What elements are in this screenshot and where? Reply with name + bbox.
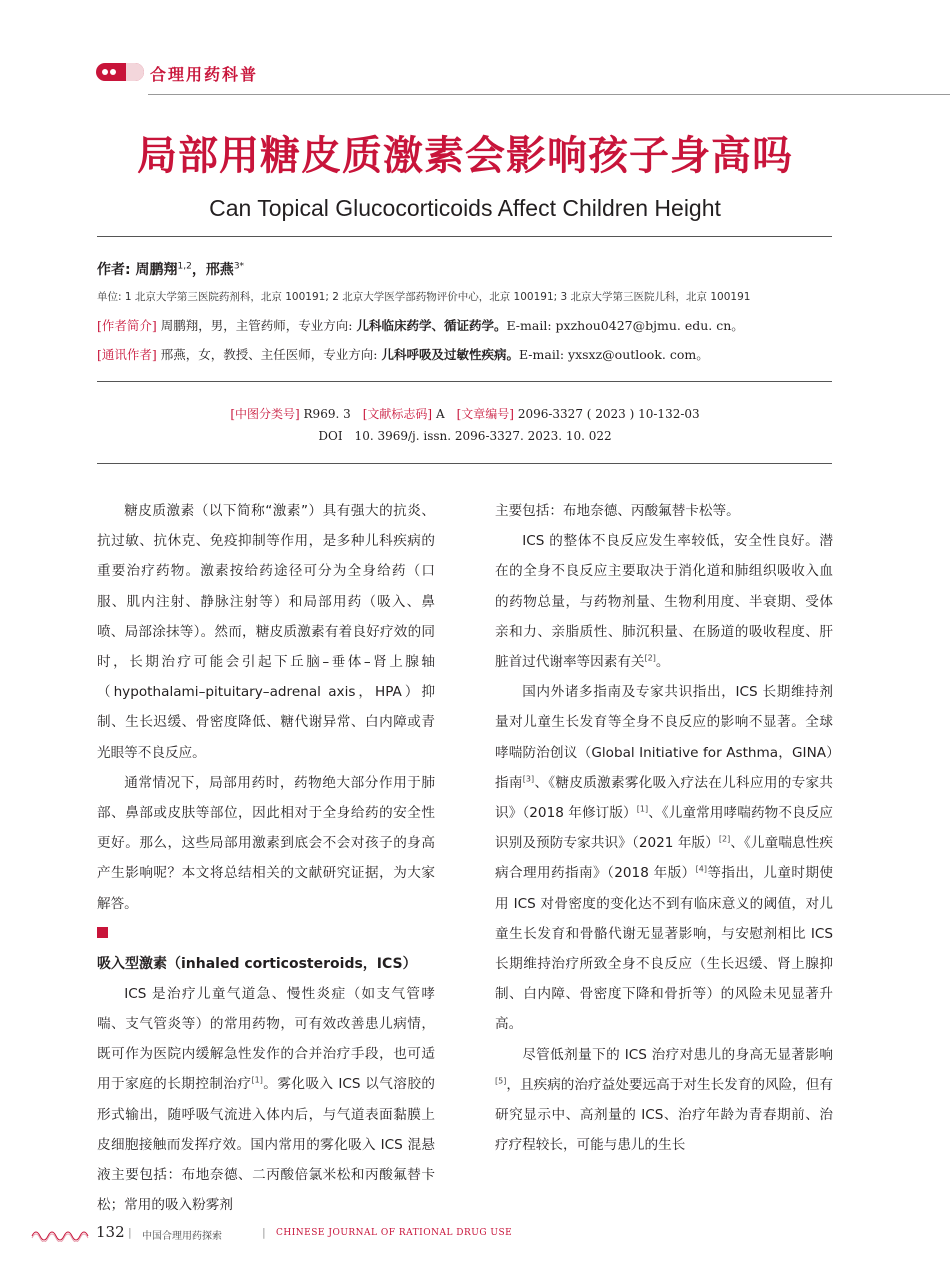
author-bio — [97, 316, 744, 334]
bio-text: 周鹏翔，男，主管药师，专业方向: — [156, 318, 357, 333]
author-1: 周鹏翔 — [135, 262, 178, 278]
footer-separator: | — [262, 1226, 266, 1239]
class-value: R969. 3 — [299, 407, 351, 421]
author-2-affil: 3* — [233, 261, 245, 272]
text-run: 、《儿童喘息性疾病合理用药指南》（2018 年版） — [495, 835, 833, 882]
citation-ref[interactable]: [3] — [522, 774, 535, 784]
text-run: 。雾化吸入 ICS 以气溶胶的形式输出，随呼吸气流进入体内后，与气道表面黏膜上皮细胞接触而发挥疗效。国内常用的雾化吸入 ICS 混悬液主要包括：布地奈德、二丙酸倍氯米松和丙酸氟替卡松；常用的吸入粉雾剂 — [97, 1076, 435, 1214]
citation-ref[interactable]: [2] — [718, 834, 731, 844]
author-line — [97, 259, 244, 279]
author-1-affil: 1,2 — [177, 261, 192, 272]
classification-line — [0, 405, 930, 422]
journal-name-en: CHINESE JOURNAL OF RATIONAL DRUG USE — [276, 1228, 513, 1238]
title-divider — [97, 236, 832, 237]
bio-field: 儿科临床药学、循证药学。 — [356, 318, 507, 333]
corresponding-author — [97, 345, 709, 363]
article-title: 局部用糖皮质激素会影响孩子身高吗 — [137, 132, 793, 179]
bio-email: E-mail: pxzhou0427@bjmu. edu. cn。 — [506, 318, 744, 333]
corr-email: E-mail: yxsxz@outlook. com。 — [518, 347, 709, 362]
text-run: ，且疾病的治疗益处要远高于对生长发育的风险，但有研究显示中、高剂量的 ICS、治疗年龄为青春期前、治疗疗程较长，可能与患儿的生长 — [495, 1076, 833, 1154]
paragraph — [495, 1040, 833, 1161]
text-run: 、《糖皮质激素雾化吸入疗法在儿科应用的专家共识》（2018 年修订版） — [495, 774, 834, 822]
text-run: ICS 的整体不良反应发生率较低，安全性良好。潜在的全身不良反应主要取决于消化道和肺组织吸收入血的药物总量，与药物剂量、生物利用度、半衰期、受体亲和力、亲脂质性、肺沉积量、在肠道的吸收程度、肝脏首过代谢率等因素有关 — [495, 533, 833, 671]
meta-divider-bottom — [97, 463, 832, 464]
text-run: 尽管低剂量下的 ICS 治疗对患儿的身高无显著影响 — [522, 1046, 833, 1063]
corr-field: 儿科呼吸及过敏性疾病。 — [381, 347, 519, 362]
text-run: 、《儿童常用哮喘药物不良反应识别及预防专家共识》（2021 年版） — [495, 805, 833, 852]
paragraph — [97, 979, 435, 1221]
doc-value: A — [432, 407, 445, 421]
body-column-right — [495, 496, 833, 1160]
paragraph — [495, 526, 833, 677]
artno-value: 2096-3327 ( 2023 ) 10-132-03 — [514, 407, 700, 421]
section-heading-text: 吸入型激素（inhaled corticosteroids，ICS） — [97, 955, 417, 972]
paragraph: 糖皮质激素（以下简称“激素”）具有强大的抗炎、抗过敏、抗休克、免疫抑制等作用，是多种儿科疾病的重要治疗药物。激素按给药途径可分为全身给药（口服、肌内注射、静脉注射等）和局部用药（吸入、鼻喷、局部涂抹等）。然而，糖皮质激素有着良好疗效的同时，长期治疗可能会引起下丘脑–垂体–肾上腺轴（hypothalami–pituitary–adrenal axis，HPA）抑制、生长迟缓、骨密度降低、糖代谢异常、白内障或青光眼等不良反应。 — [97, 503, 435, 761]
citation-ref[interactable]: [2] — [644, 653, 656, 663]
text-run: 国内外诸多指南及专家共识指出，ICS 长期维持剂量对儿童生长发育等全身不良反应的影响不显著。全球哮喘防治创议（Global Initiative for Asthma，GINA）指南 — [495, 684, 833, 791]
corr-text: 邢燕，女，教授、主任医师，专业方向: — [156, 347, 382, 362]
artno-tag: [文章编号] — [456, 407, 514, 421]
paragraph: 主要包括：布地奈德、丙酸氟替卡松等。 — [495, 503, 740, 519]
bio-tag: [作者简介] — [97, 318, 157, 333]
affiliation: 单位: 1 北京大学第三医院药剂科，北京 100191; 2 北京大学医学部药物评价中心，北京 100191; 3 北京大学第三医院儿科，北京 100191 — [97, 291, 751, 303]
corr-tag: [通讯作者] — [97, 347, 157, 362]
journal-logo-pill — [96, 63, 144, 81]
section-header: 合理用药科普 — [150, 65, 259, 84]
authors-label: 作者: — [97, 262, 131, 278]
paragraph: 通常情况下，局部用药时，药物绝大部分作用于肺部、鼻部或皮肤等部位，因此相对于全身给药的安全性更好。那么，这些局部用激素到底会不会对孩子的身高产生影响呢？本文将总结相关的文献研究证据，为大家解答。 — [97, 774, 435, 912]
author-sep: ， — [191, 262, 206, 278]
citation-ref[interactable]: [1] — [636, 804, 649, 814]
citation-ref[interactable]: [5] — [495, 1076, 507, 1086]
doc-tag: [文献标志码] — [362, 407, 433, 421]
journal-name-cn: 中国合理用药探索 — [142, 1231, 222, 1242]
footer-separator: | — [128, 1226, 132, 1239]
section-marker-icon — [97, 927, 108, 938]
header-divider — [148, 94, 950, 95]
article-subtitle: Can Topical Glucocorticoids Affect Children Height — [209, 195, 721, 221]
class-tag: [中图分类号] — [230, 407, 300, 421]
citation-ref[interactable]: [4] — [695, 864, 707, 874]
meta-divider-top — [97, 381, 832, 382]
text-run: 等指出，儿童时期使用 ICS 对骨密度的变化达不到有临床意义的阈值，对儿童生长发育和骨骼代谢无显著影响，与安慰剂相比 ICS 长期维持治疗所致全身不良反应（生长迟缓、肾上腺抑制、白内障、骨密度下降和骨折等）的风险未见显著升高。 — [495, 865, 834, 1033]
section-heading-ics — [97, 919, 435, 979]
text-run: ICS 是治疗儿童气道急、慢性炎症（如支气管哮喘、支气管炎等）的常用药物，可有效改善患儿病情，既可作为医院内缓解急性发作的合并治疗手段，也可适用于家庭的长期控制治疗 — [97, 985, 435, 1093]
author-2: 邢燕 — [205, 262, 234, 278]
doi-line: DOI 10. 3969/j. issn. 2096-3327. 2023. 10. 022 — [318, 429, 612, 443]
text-run: 。 — [655, 654, 670, 671]
wave-ornament-icon — [30, 1226, 90, 1242]
citation-ref[interactable]: [1] — [251, 1075, 263, 1085]
paragraph — [495, 677, 833, 1039]
page-number: 132 — [96, 1223, 125, 1241]
body-column-left — [97, 496, 435, 1220]
